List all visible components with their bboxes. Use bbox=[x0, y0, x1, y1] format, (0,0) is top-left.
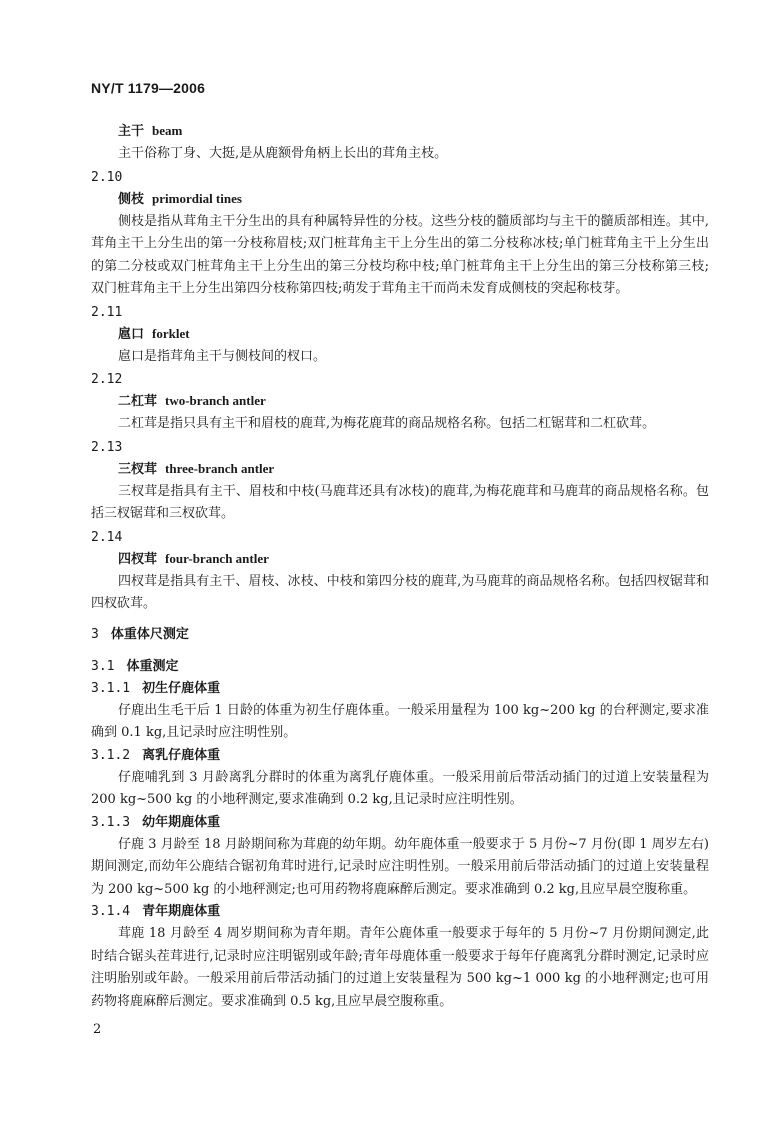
term-zh: 二杠茸 bbox=[118, 394, 158, 409]
section-heading-3 bbox=[91, 624, 709, 646]
clause-3-1-3 bbox=[91, 812, 709, 902]
page-number: 2 bbox=[93, 1022, 102, 1037]
term-heading bbox=[91, 323, 709, 346]
clause-number: 2.13 bbox=[91, 439, 123, 455]
term-zh: 侧枝 bbox=[118, 191, 145, 207]
term-en: beam bbox=[152, 123, 183, 138]
subsection-heading bbox=[91, 745, 709, 767]
definition-text: 侧枝是指从茸角主干分生出的具有种属特异性的分枝。这些分枝的髓质部均与主干的髓质部相连。其中,茸角主干上分生出的第一分枝称眉枝;双门桩茸角主干上分生出的第二分枝称冰枝;单门桩茸角主干上分生出的第二分枝或双门桩茸角主干上分生出的第三分枝均称中枝;单门桩茸角主干上分生出的第三分枝称第三枝;双门桩茸角主干上分生出第四分枝称第四枝;萌发于茸角主干而尚未发育成侧枝的突起称枝芽。 bbox=[91, 213, 709, 296]
subsection-number: 3.1.4 bbox=[91, 904, 131, 919]
term-en: forklet bbox=[152, 325, 190, 341]
clause-number: 2.10 bbox=[91, 169, 123, 185]
term-heading bbox=[91, 120, 709, 143]
clause-3-1-4 bbox=[91, 901, 709, 1013]
subsection-title: 幼年期鹿体重 bbox=[142, 814, 221, 830]
clause-number: 2.12 bbox=[91, 372, 123, 387]
definition-beam bbox=[91, 120, 709, 166]
section-title: 体重测定 bbox=[126, 658, 179, 674]
clause-text: 仔鹿出生毛干后 1 日龄的体重为初生仔鹿体重。一般采用量程为 100 kg~200 kg 的台秤测定,要求准确到 0.1 kg,且记录时应注明性别。 bbox=[91, 702, 709, 740]
definition-two-branch-antler bbox=[91, 370, 709, 436]
term-zh: 四杈茸 bbox=[118, 551, 158, 567]
term-en: three-branch antler bbox=[165, 460, 275, 476]
definition-text: 三杈茸是指具有主干、眉枝和中枝(马鹿茸还具有冰枝)的鹿茸,为梅花鹿茸和马鹿茸的商品规格名称。包括三杈锯茸和三杈砍茸。 bbox=[91, 483, 709, 521]
term-en: two-branch antler bbox=[165, 393, 266, 408]
subsection-title: 离乳仔鹿体重 bbox=[142, 747, 221, 763]
definition-forklet bbox=[91, 303, 709, 369]
term-heading bbox=[91, 390, 709, 413]
term-heading bbox=[91, 548, 709, 571]
term-en: primordial tines bbox=[152, 190, 242, 206]
section-title: 体重体尺测定 bbox=[110, 626, 189, 642]
subsection-title: 初生仔鹿体重 bbox=[142, 680, 221, 696]
subsection-heading bbox=[91, 678, 709, 700]
clause-3-1-2 bbox=[91, 745, 709, 812]
clause-text: 茸鹿 18 月龄至 4 周岁期间称为青年期。青年公鹿体重一般要求于每年的 5 月份~7 月份期间测定,此时结合锯头茬茸进行,记录时应注明锯别或年龄;青年母鹿体重一般要求于每年仔鹿离乳分群时测定,记录时应注明胎别或年龄。一般采用前后带活动插门的过道上安装量程为 500 kg~1 000 kg 的小地秤测定;也可用药物将鹿麻醉后测定。要求准确到 0.5 kg,且应早晨空腹称重。 bbox=[91, 926, 709, 1009]
subsection-heading bbox=[91, 812, 709, 834]
clause-number: 2.14 bbox=[91, 529, 123, 545]
clause-number: 2.11 bbox=[91, 304, 123, 320]
definition-text: 二杠茸是指只具有主干和眉枝的鹿茸,为梅花鹿茸的商品规格名称。包括二杠锯茸和二杠砍茸。 bbox=[118, 416, 656, 431]
definition-three-branch-antler bbox=[91, 438, 709, 526]
subsection-title: 青年期鹿体重 bbox=[142, 904, 221, 919]
subsection-number: 3.1.3 bbox=[91, 814, 131, 830]
section-number: 3 bbox=[91, 626, 99, 642]
clause-3-1-1 bbox=[91, 678, 709, 745]
term-heading bbox=[91, 188, 709, 211]
standard-code-header: NY/T 1179—2006 bbox=[91, 80, 206, 96]
clause-text: 仔鹿哺乳到 3 月龄离乳分群时的体重为离乳仔鹿体重。一般采用前后带活动插门的过道上安装量程为 200 kg~500 kg 的小地秤测定,要求准确到 0.2 kg,且记录时应注明性别。 bbox=[91, 769, 709, 807]
term-en: four-branch antler bbox=[165, 550, 269, 566]
definition-text: 主干俗称丁身、大挺,是从鹿额骨角柄上长出的茸角主枝。 bbox=[118, 146, 448, 161]
document-body bbox=[91, 120, 709, 1013]
definition-four-branch-antler bbox=[91, 528, 709, 616]
subsection-number: 3.1.2 bbox=[91, 747, 131, 763]
term-zh: 三杈茸 bbox=[118, 461, 158, 477]
term-heading bbox=[91, 458, 709, 481]
section-number: 3.1 bbox=[91, 658, 115, 674]
definition-primordial-tines bbox=[91, 168, 709, 301]
subsection-heading bbox=[91, 901, 709, 923]
definition-text: 四杈茸是指具有主干、眉枝、冰枝、中枝和第四分枝的鹿茸,为马鹿茸的商品规格名称。包括四杈锯茸和四杈砍茸。 bbox=[91, 573, 709, 611]
subsection-number: 3.1.1 bbox=[91, 680, 131, 696]
term-zh: 主干 bbox=[118, 124, 145, 139]
definition-text: 扈口是指茸角主干与侧枝间的杈口。 bbox=[118, 348, 327, 364]
clause-text: 仔鹿 3 月龄至 18 月龄期间称为茸鹿的幼年期。幼年鹿体重一般要求于 5 月份~7 月份(即 1 周岁左右)期间测定,而幼年公鹿结合锯初角茸时进行,记录时应注明性别。一般采用前后带活动插门的过道上安装量程为 200 kg~500 kg 的小地秤测定;也可用药物将鹿麻醉后测定。要求准确到 0.2 kg,且应早晨空腹称重。 bbox=[91, 836, 709, 897]
section-heading-3-1 bbox=[91, 656, 709, 678]
term-zh: 扈口 bbox=[118, 326, 145, 342]
